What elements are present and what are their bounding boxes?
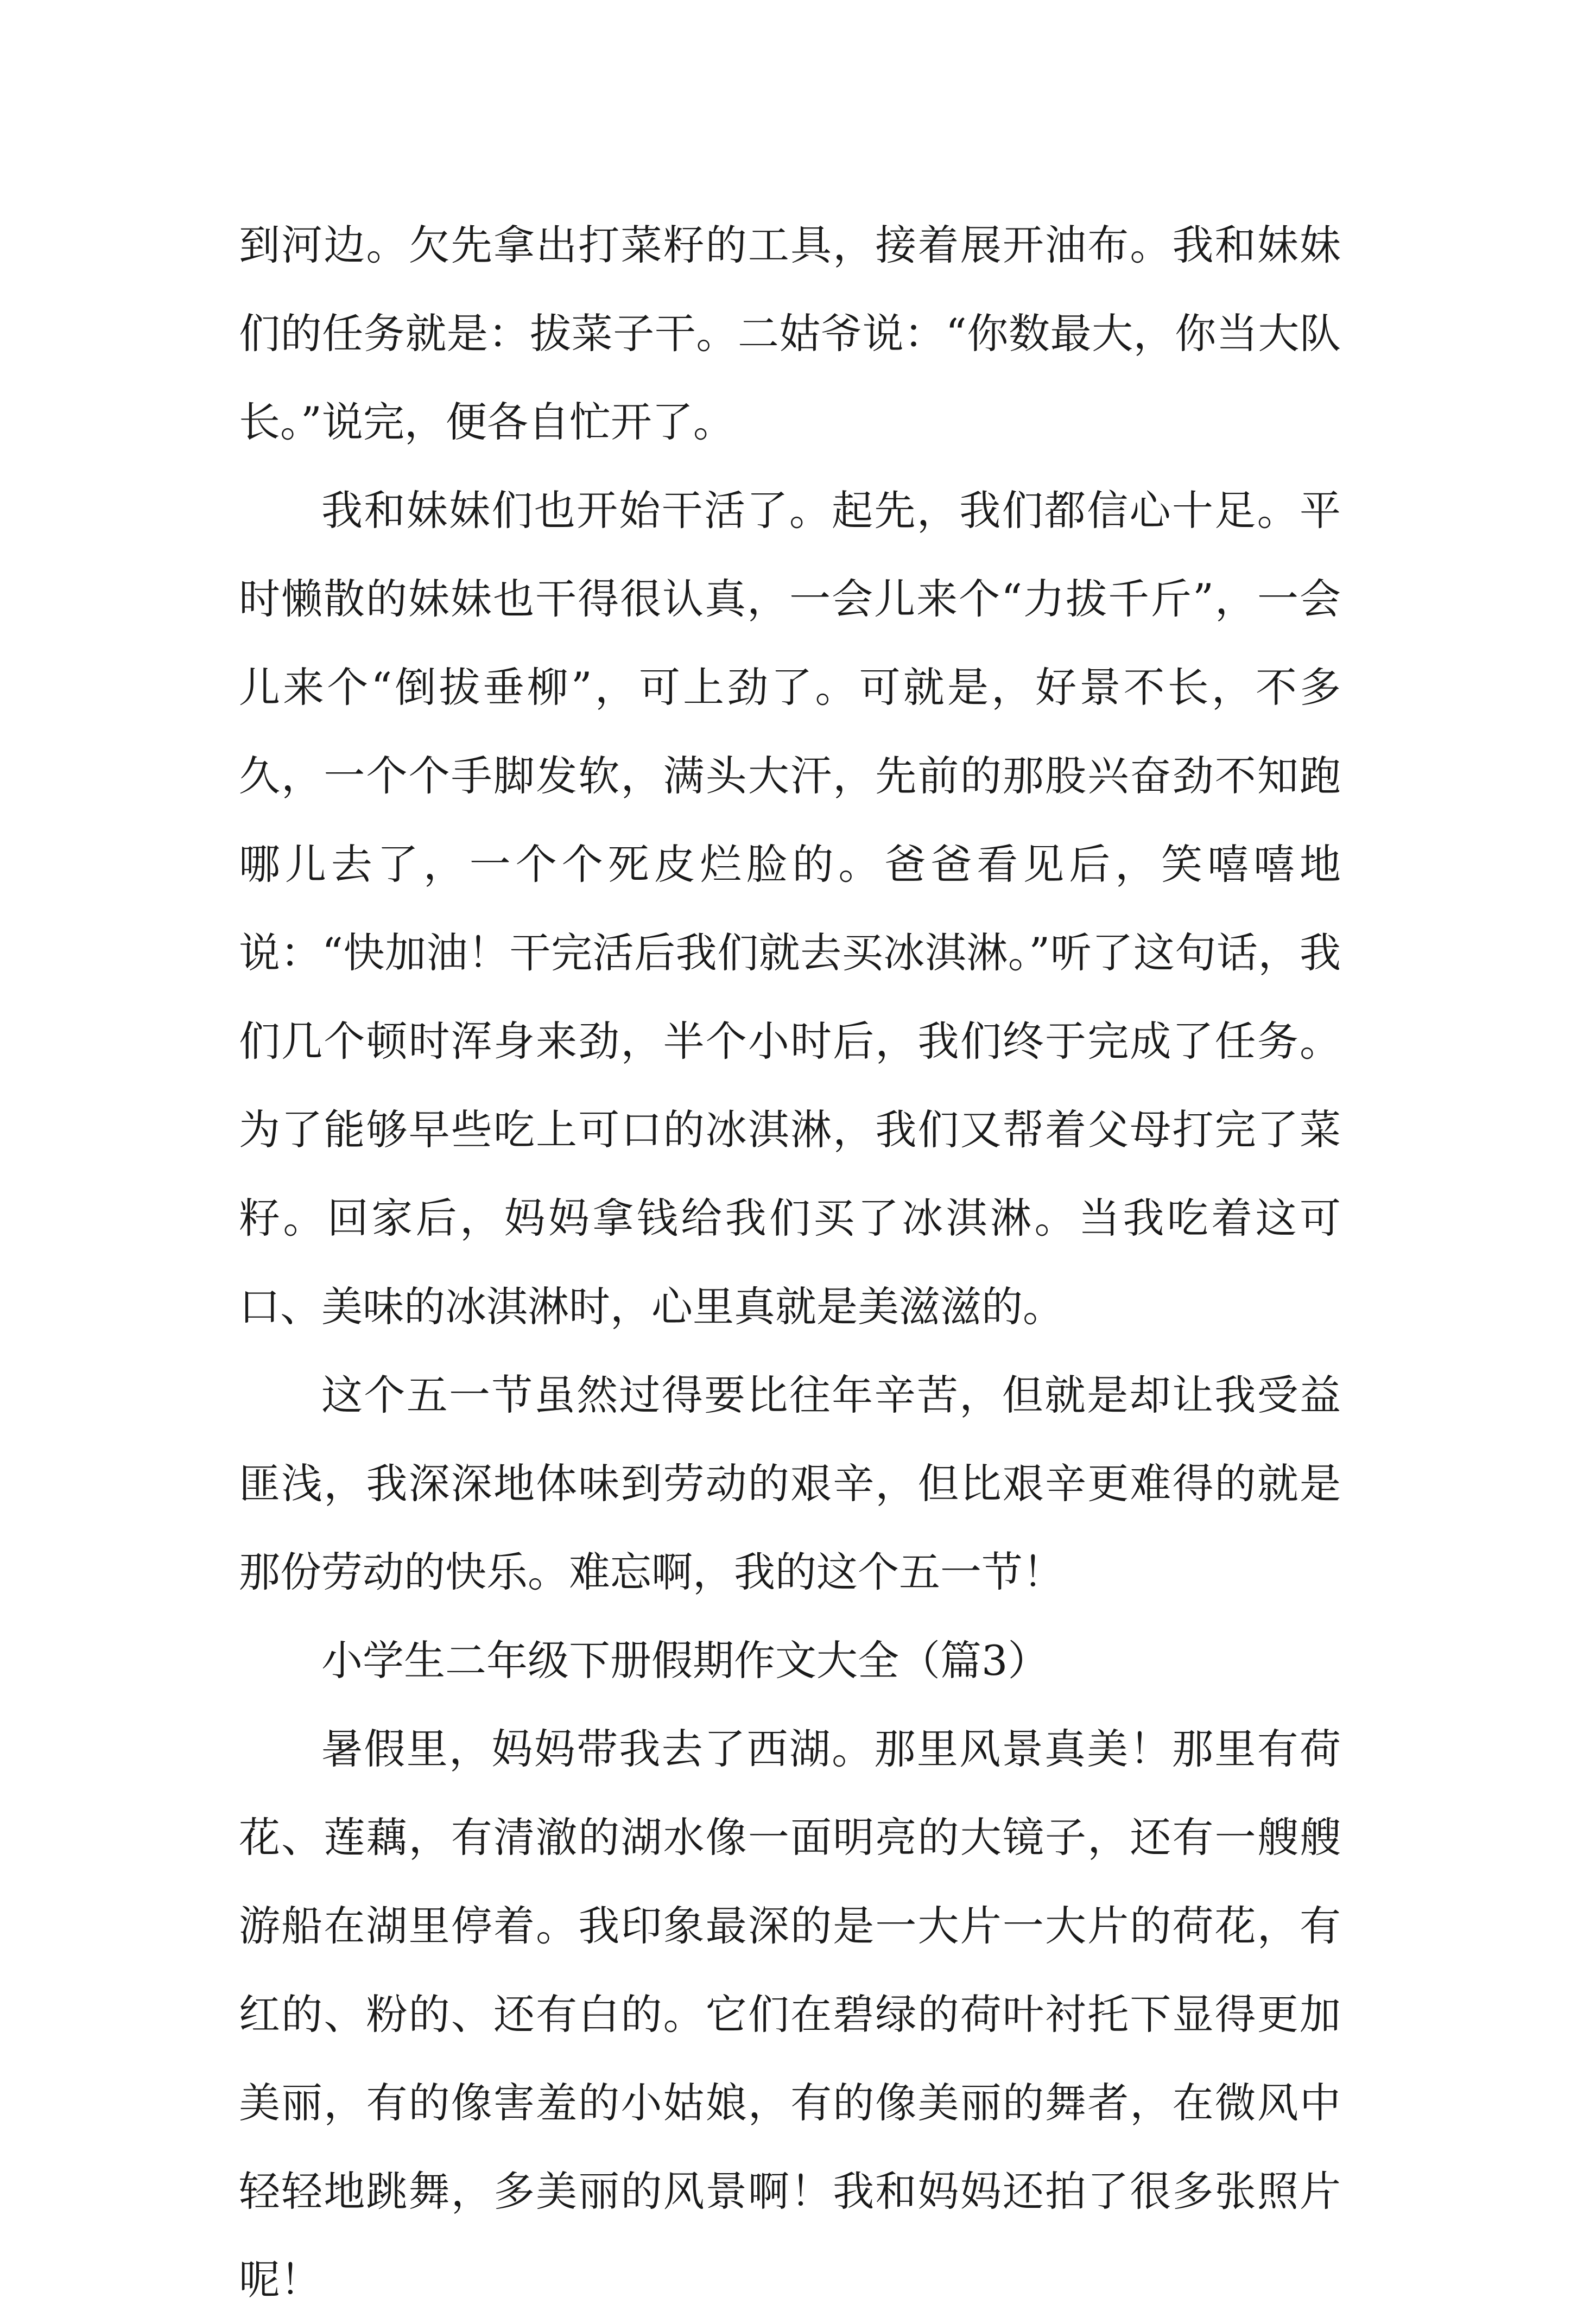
paragraph-conclusion: 这个五一节虽然过得要比往年辛苦，但就是却让我受益匪浅，我深深地体味到劳动的艰辛，但比艰辛更难得的就是那份劳动的快乐。难忘啊，我的这个五一节！ [239,1371,1341,1596]
paragraph-west-lake: 暑假里，妈妈带我去了西湖。那里风景真美！那里有荷花、莲藕，有清澈的湖水像一面明亮的大镜子，还有一艘艘游船在湖里停着。我印象最深的是一大片一大片的荷花，有红的、粉的、还有白的。它们在碧绿的荷叶衬托下显得更加美丽，有的像害羞的小姑娘，有的像美丽的舞者，在微风中轻轻地跳舞，多美丽的风景啊！我和妈妈还拍了很多张照片呢！ [239,1725,1341,2304]
section-heading: 小学生二年级下册假期作文大全（篇3） [321,1636,1049,1685]
document-body [239,201,1341,2324]
paragraph-work: 我和妹妹们也开始干活了。起先，我们都信心十足。平时懒散的妹妹也干得很认真，一会儿来个“力拔千斤”，一会儿来个“倒拔垂柳”，可上劲了。可就是，好景不长，不多久，一个个手脚发软，满头大汗，先前的那股兴奋劲不知跑哪儿去了，一个个死皮烂脸的。爸爸看见后，笑嘻嘻地说：“快加油！干完活后我们就去买冰淇淋。”听了这句话，我们几个顿时浑身来劲，半个小时后，我们终于完成了任务。为了能够早些吃上可口的冰淇淋，我们又帮着父母打完了菜籽。回家后，妈妈拿钱给我们买了冰淇淋。当我吃着这可口、美味的冰淇淋时，心里真就是美滋滋的。 [239,486,1341,1331]
paragraph-continuation: 到河边。欠先拿出打菜籽的工具，接着展开油布。我和妹妹们的任务就是：拔菜子干。二姑爷说：“你数最大，你当大队长。”说完，便各自忙开了。 [239,221,1341,446]
